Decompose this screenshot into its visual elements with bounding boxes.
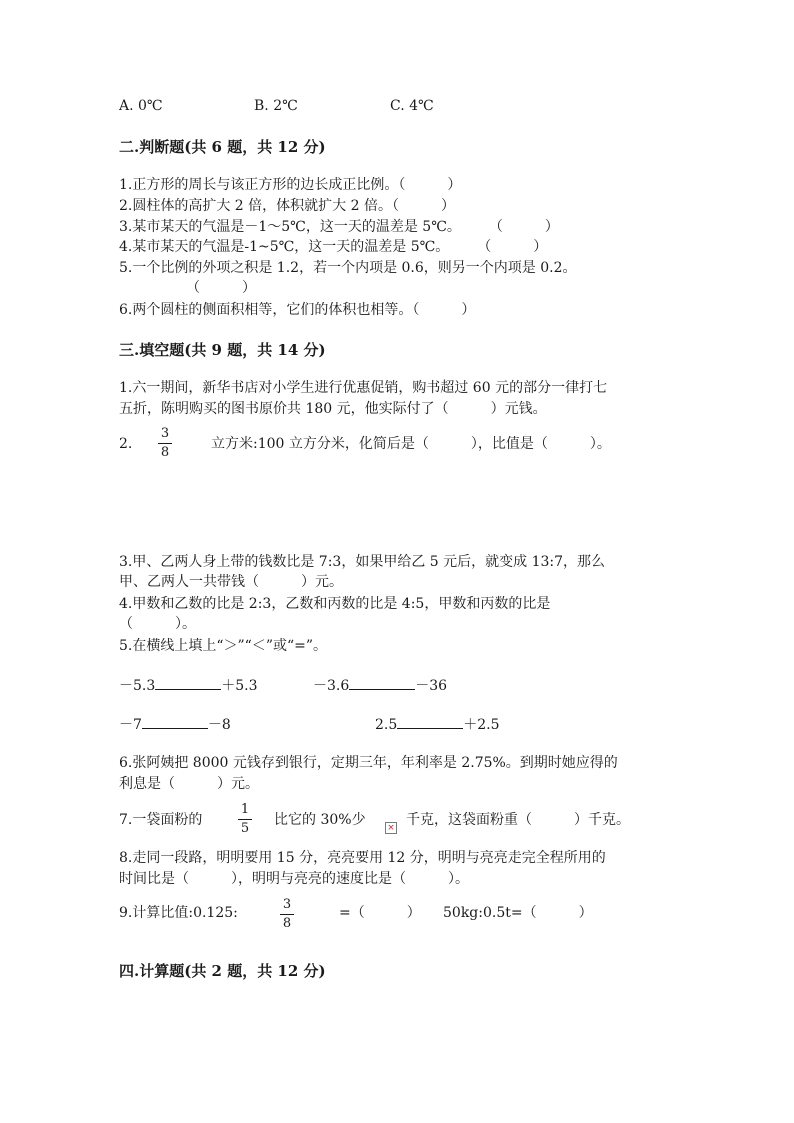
fill-q6-line2: 利息是（ ）元。: [119, 776, 259, 792]
compare-c-right: －8: [207, 717, 231, 733]
fill-q7-fraction-numerator: 1: [240, 802, 250, 817]
fill-q1-line2: 五折，陈明购买的图书原价共 180 元，他实际付了（ ）元钱。: [119, 401, 547, 417]
compare-d-blank[interactable]: [397, 714, 463, 729]
fill-q9-prefix: 9.计算比值:0.125:: [119, 905, 238, 921]
compare-b-left: －3.6: [313, 678, 350, 694]
compare-a: [119, 675, 258, 696]
fill-q7-middle: 比它的 30%少: [274, 812, 366, 828]
option-c: C. 4℃: [390, 98, 434, 114]
compare-a-right: ＋5.3: [221, 678, 258, 694]
fill-q9-suffix: 50kg:0.5t=（ ）: [443, 905, 593, 921]
fraction-bar: [158, 443, 172, 444]
judge-item-2: 2.圆柱体的高扩大 2 倍，体积就扩大 2 倍。（ ）: [119, 198, 455, 214]
option-a: A. 0℃: [119, 98, 163, 114]
fraction-bar: [238, 819, 252, 820]
fill-q4-line1: 4.甲数和乙数的比是 2:3，乙数和丙数的比是 4:5，甲数和丙数的比是: [119, 596, 551, 612]
fill-q8-line2: 时间比是（ ），明明与亮亮的速度比是（ ）。: [119, 871, 469, 887]
compare-b-right: －36: [415, 678, 448, 694]
fill-q3-line2: 甲、乙两人一共带钱（ ）元。: [119, 574, 343, 590]
judge-item-5: 5.一个比例的外项之积是 1.2，若一个内项是 0.6，则另一个内项是 0.2。: [119, 260, 577, 276]
fill-q5-instruction: 5.在横线上填上“＞”“＜”或“=”。: [119, 638, 328, 654]
fill-q1-line1: 1.六一期间，新华书店对小学生进行优惠促销，购书超过 60 元的部分一律打七: [119, 380, 608, 396]
broken-image-icon: ×: [385, 822, 397, 834]
section-2-title: 二.判断题(共 6 题，共 12 分): [119, 138, 326, 156]
fill-q2-fraction-numerator: 3: [160, 426, 170, 441]
fill-q2-fraction: [158, 426, 172, 461]
judge-item-3: 3.某市某天的气温是－1～5℃，这一天的温差是 5℃。 （ ）: [119, 219, 559, 235]
compare-a-left: －5.3: [119, 678, 156, 694]
fill-q2-number: 2.: [119, 436, 133, 452]
fill-q7-suffix: 千克，这袋面粉重（ ）千克。: [406, 812, 630, 828]
judge-item-5-answer: （ ）: [186, 280, 256, 296]
fill-q7-fraction-denominator: 5: [240, 821, 250, 836]
compare-d: [375, 714, 500, 735]
judge-item-6: 6.两个圆柱的侧面积相等，它们的体积也相等。（ ）: [119, 302, 476, 318]
fill-q2-text: 立方米:100 立方分米，化简后是（ ），比值是（ ）。: [211, 436, 611, 452]
compare-d-right: ＋2.5: [463, 717, 500, 733]
fill-q2-fraction-denominator: 8: [160, 445, 170, 460]
compare-d-left: 2.5: [375, 717, 398, 733]
fill-q4-line2: （ ）。: [119, 616, 196, 632]
compare-b: [313, 675, 447, 696]
compare-a-blank[interactable]: [155, 675, 221, 690]
fill-q9-fraction: [280, 897, 294, 932]
option-b: B. 2℃: [254, 98, 298, 114]
fill-q9-fraction-numerator: 3: [282, 897, 292, 912]
judge-item-4: 4.某市某天的气温是-1~5℃，这一天的温差是 5℃。 （ ）: [119, 239, 548, 255]
fill-q7-fraction: [238, 802, 252, 837]
section-3-title: 三.填空题(共 9 题，共 14 分): [119, 341, 326, 359]
fill-q9-fraction-denominator: 8: [282, 916, 292, 931]
fraction-bar: [280, 914, 294, 915]
judge-item-1: 1.正方形的周长与该正方形的边长成正比例。（ ）: [119, 177, 462, 193]
compare-c-left: －7: [119, 717, 142, 733]
fill-q3-line1: 3.甲、乙两人身上带的钱数比是 7:3，如果甲给乙 5 元后，就变成 13:7，那么: [119, 554, 606, 570]
fill-q7-prefix: 7.一袋面粉的: [119, 812, 203, 828]
compare-c-blank[interactable]: [142, 714, 208, 729]
section-4-title: 四.计算题(共 2 题，共 12 分): [119, 962, 326, 980]
compare-b-blank[interactable]: [349, 675, 415, 690]
fill-q8-line1: 8.走同一段路，明明要用 15 分，亮亮要用 12 分，明明与亮亮走完全程所用的: [119, 850, 606, 866]
fill-q9-middle: =（ ）: [339, 905, 421, 921]
compare-c: [119, 714, 231, 735]
fill-q6-line1: 6.张阿姨把 8000 元钱存到银行，定期三年，年利率是 2.75%。到期时她应得的: [119, 755, 618, 771]
